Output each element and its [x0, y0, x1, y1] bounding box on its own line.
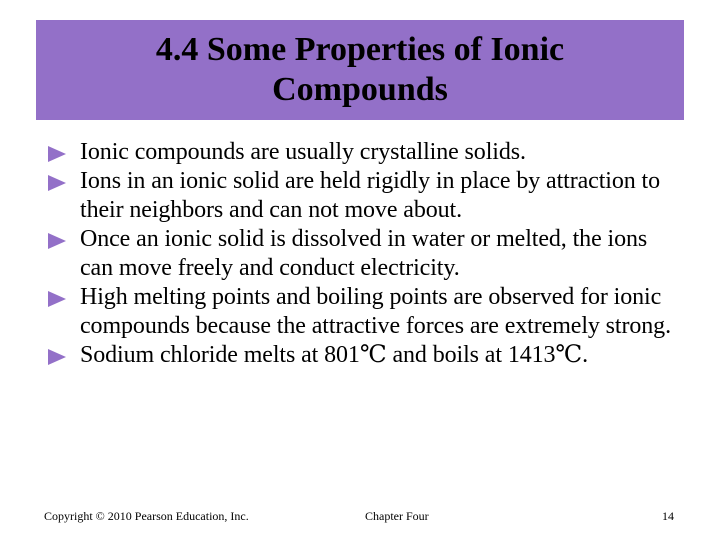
bullet-item: [46, 225, 686, 283]
bullet-text: Sodium chloride melts at 801℃ and boils at 1413℃.: [80, 342, 589, 368]
bullet-item: [46, 167, 686, 225]
bullet-list: [46, 138, 686, 370]
right-triangle-icon: [48, 233, 66, 249]
right-triangle-icon: [48, 146, 66, 162]
footer-copyright: Copyright © 2010 Pearson Education, Inc.: [44, 509, 249, 523]
slide-title: 4.4 Some Properties of Ionic Compounds: [155, 31, 565, 108]
right-triangle-icon: [48, 175, 66, 191]
bullet-text: Once an ionic solid is dissolved in water or melted, the ions can move freely and conduct electricity.: [80, 226, 648, 281]
bullet-item: [46, 138, 686, 167]
bullet-text: Ions in an ionic solid are held rigidly in place by attraction to their neighbors and can not move about.: [80, 168, 661, 223]
bullet-item: [46, 341, 686, 370]
right-triangle-icon: [48, 349, 66, 365]
bullet-text: High melting points and boiling points are observed for ionic compounds because the attractive forces are extremely strong.: [80, 284, 671, 339]
bullet-item: [46, 283, 686, 341]
footer-chapter: Chapter Four: [365, 509, 429, 523]
bullet-text: Ionic compounds are usually crystalline solids.: [80, 139, 526, 165]
title-band: [36, 20, 684, 120]
right-triangle-icon: [48, 291, 66, 307]
footer-page-number: 14: [662, 509, 674, 523]
